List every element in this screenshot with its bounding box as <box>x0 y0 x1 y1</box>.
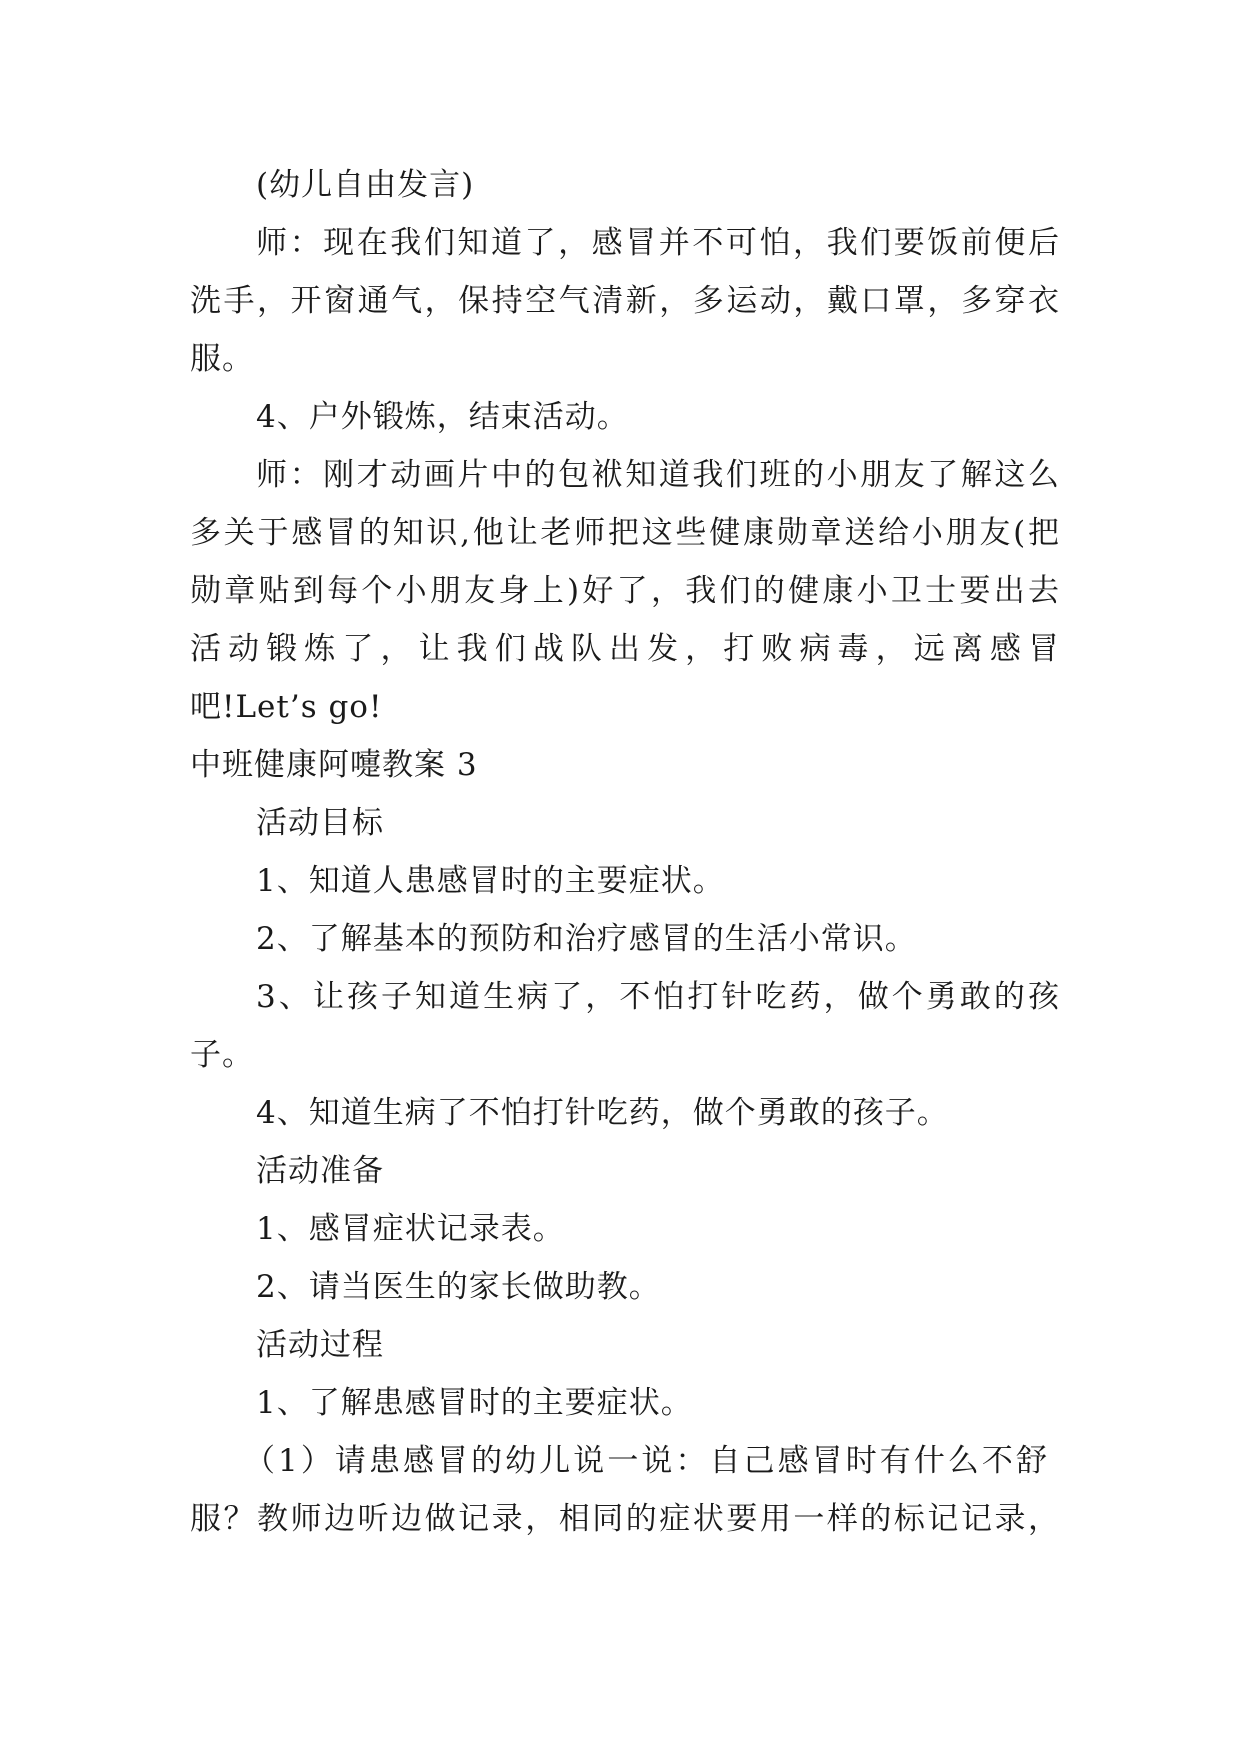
subheading-activity-goals: 活动目标 <box>256 805 384 841</box>
subheading-activity-preparation: 活动准备 <box>256 1153 384 1189</box>
paragraph-line: 勋章贴到每个小朋友身上)好了，我们的健康小卫士要出去 <box>190 573 1060 609</box>
paragraph-line: 吧!Let’s go! <box>190 689 383 725</box>
list-item: 1、知道人患感冒时的主要症状。 <box>256 863 725 899</box>
paragraph-line: 师：现在我们知道了，感冒并不可怕，我们要饭前便后 <box>256 225 1060 261</box>
subheading-activity-process: 活动过程 <box>256 1327 384 1363</box>
list-item-continuation: 子。 <box>190 1037 254 1073</box>
paragraph-line: 活动锻炼了，让我们战队出发，打败病毒，远离感冒 <box>190 631 1060 667</box>
paragraph-line: 4、户外锻炼，结束活动。 <box>256 399 629 435</box>
paragraph-line: 多关于感冒的知识,他让老师把这些健康勋章送给小朋友(把 <box>190 515 1060 551</box>
paragraph-line: 洗手，开窗通气，保持空气清新，多运动，戴口罩，多穿衣 <box>190 283 1060 319</box>
list-item: 2、请当医生的家长做助教。 <box>256 1269 661 1305</box>
list-item: 1、了解患感冒时的主要症状。 <box>256 1385 693 1421</box>
paragraph-line-free-speech: (幼儿自由发言) <box>256 167 475 203</box>
list-item: 4、知道生病了不怕打针吃药，做个勇敢的孩子。 <box>256 1095 949 1131</box>
paragraph-line: 服。 <box>190 341 254 377</box>
list-item: 2、了解基本的预防和治疗感冒的生活小常识。 <box>256 921 917 957</box>
paragraph-line: 服？教师边听边做记录，相同的症状要用一样的标记记录， <box>190 1501 1060 1537</box>
paragraph-line: 师：刚才动画片中的包袱知道我们班的小朋友了解这么 <box>256 457 1060 493</box>
list-item: 1、感冒症状记录表。 <box>256 1211 565 1247</box>
section-title: 中班健康阿嚏教案 3 <box>190 747 478 783</box>
paragraph-line: （1）请患感冒的幼儿说一说：自己感冒时有什么不舒 <box>244 1443 1048 1479</box>
list-item: 3、让孩子知道生病了，不怕打针吃药，做个勇敢的孩 <box>256 979 1060 1015</box>
